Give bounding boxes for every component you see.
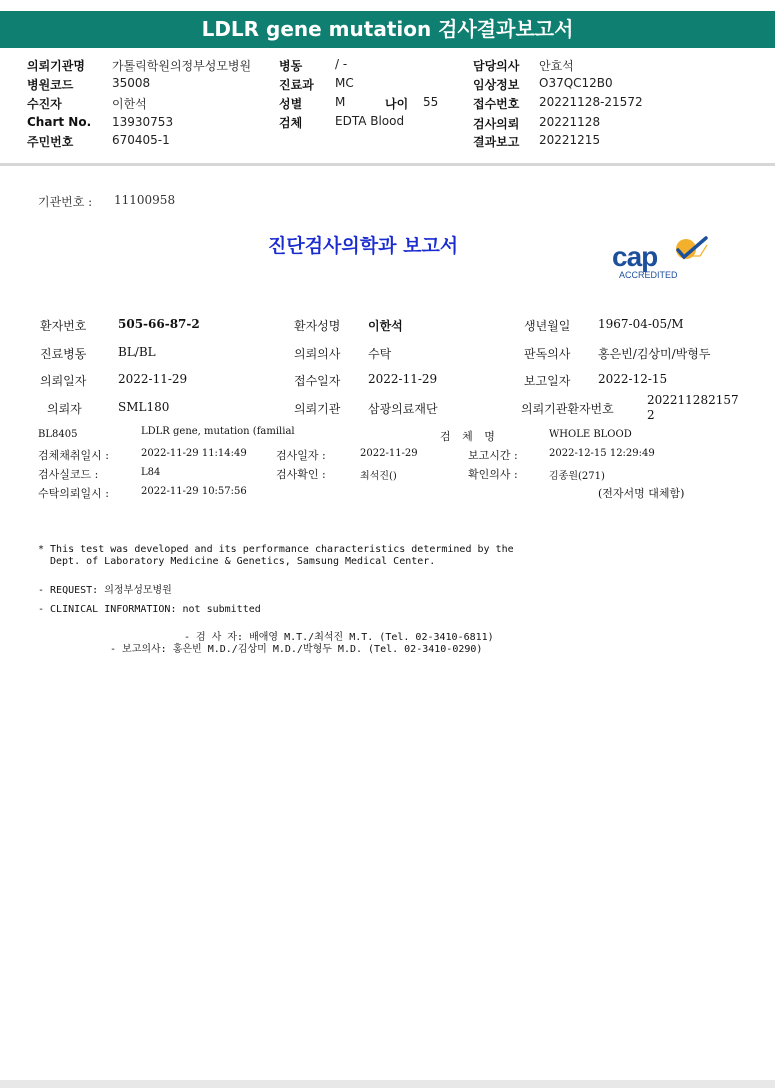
header-label-age: 나이 bbox=[385, 97, 409, 111]
patient-label-reading-doctor: 판독의사 bbox=[524, 347, 571, 361]
patient-label-receipt-date: 접수일자 bbox=[294, 374, 341, 388]
collection-datetime-label: 검체채취일시 : bbox=[38, 449, 109, 462]
patient-label-name: 환자성명 bbox=[294, 319, 341, 333]
header-label-result-date: 결과보고 bbox=[473, 135, 520, 149]
note-star-line-1: * This test was developed and its performance characteristics determined by the bbox=[38, 544, 514, 555]
patient-value-institution-patient-no: 202211282157 bbox=[647, 393, 739, 407]
header-value-department: MC bbox=[335, 76, 354, 90]
bottom-bar bbox=[0, 1080, 775, 1088]
test-confirm-label: 검사확인 : bbox=[276, 468, 326, 481]
confirm-doctor-label: 확인의사 : bbox=[468, 468, 518, 481]
patient-label-requesting-institution: 의뢰기관 bbox=[294, 402, 341, 416]
patient-label-requesting-doctor: 의뢰의사 bbox=[294, 347, 341, 361]
patient-value-name: 이한석 bbox=[368, 319, 403, 333]
patient-value-number: 505-66-87-2 bbox=[118, 317, 200, 331]
confirm-doctor-value: 김종원(271) bbox=[549, 471, 605, 482]
header-value-patient: 이한석 bbox=[112, 97, 147, 111]
header-value-result-date: 20221215 bbox=[539, 133, 601, 147]
patient-label-requester: 의뢰자 bbox=[47, 402, 82, 416]
consign-datetime-label: 수탁의뢰일시 : bbox=[38, 487, 109, 500]
cap-accredited-text: ACCREDITED bbox=[619, 270, 678, 280]
patient-value-requesting-doctor: 수탁 bbox=[368, 347, 392, 361]
header-label-chart-no: Chart No. bbox=[27, 115, 92, 129]
cap-logo-text: cap bbox=[612, 241, 658, 272]
test-name: LDLR gene, mutation (familial bbox=[141, 426, 295, 437]
header-value-doctor: 안효석 bbox=[539, 59, 574, 73]
cap-accredited-logo bbox=[608, 236, 718, 284]
header-value-sex: M bbox=[335, 95, 346, 109]
header-value-hospital-code: 35008 bbox=[112, 76, 151, 90]
test-code: BL8405 bbox=[38, 429, 78, 440]
specimen-value: WHOLE BLOOD bbox=[549, 429, 632, 440]
patient-label-institution-patient-no: 의뢰기관환자번호 bbox=[521, 402, 614, 416]
header-value-receipt-no: 20221128-21572 bbox=[539, 95, 643, 109]
header-label-resident-no: 주민번호 bbox=[27, 135, 74, 149]
header-label-receipt-no: 접수번호 bbox=[473, 97, 520, 111]
header-label-ward: 병동 bbox=[279, 59, 303, 73]
institution-number-label: 기관번호 : bbox=[38, 195, 93, 209]
consign-datetime-value: 2022-11-29 10:57:56 bbox=[141, 486, 247, 497]
report-banner-title: LDLR gene mutation 검사결과보고서 bbox=[201, 17, 574, 41]
header-label-request-date: 검사의뢰 bbox=[473, 117, 520, 131]
note-tester: - 검 사 자: 배애영 M.T./최석진 M.T. (Tel. 02-3410-6811) bbox=[184, 632, 494, 643]
note-reporter: - 보고의사: 홍은빈 M.D./김상미 M.D./박형두 M.D. (Tel. 02-3410-0290) bbox=[110, 644, 483, 655]
test-confirm-value: 최석진() bbox=[360, 471, 397, 482]
patient-value-requesting-institution: 삼광의료재단 bbox=[368, 402, 438, 416]
report-time-value: 2022-12-15 12:29:49 bbox=[549, 448, 655, 459]
patient-value-request-date: 2022-11-29 bbox=[118, 372, 188, 386]
note-star-line-2: Dept. of Laboratory Medicine & Genetics, Samsung Medical Center. bbox=[50, 556, 436, 567]
patient-value-receipt-date: 2022-11-29 bbox=[368, 372, 438, 386]
patient-label-number: 환자번호 bbox=[40, 319, 87, 333]
signature-note: (전자서명 대체함) bbox=[598, 487, 685, 500]
header-label-hospital-code: 병원코드 bbox=[27, 78, 74, 92]
header-label-department: 진료과 bbox=[279, 78, 314, 92]
note-clinical-info: - CLINICAL INFORMATION: not submitted bbox=[38, 604, 261, 615]
note-request: - REQUEST: 의정부성모병원 bbox=[38, 585, 172, 596]
header-value-age: 55 bbox=[423, 95, 439, 109]
header-value-chart-no: 13930753 bbox=[112, 115, 174, 129]
patient-value-ward: BL/BL bbox=[118, 345, 156, 359]
header-label-patient: 수진자 bbox=[27, 97, 62, 111]
lab-code-value: L84 bbox=[141, 467, 161, 478]
patient-value-requester: SML180 bbox=[118, 400, 170, 414]
lab-code-label: 검사실코드 : bbox=[38, 468, 99, 481]
report-title: 진단검사의학과 보고서 bbox=[268, 235, 459, 257]
header-label-specimen: 검체 bbox=[279, 116, 303, 130]
header-value-resident-no: 670405-1 bbox=[112, 133, 170, 147]
patient-value-report-date: 2022-12-15 bbox=[598, 372, 668, 386]
specimen-label: 검 체 명 bbox=[440, 430, 499, 443]
test-date-label: 검사일자 : bbox=[276, 449, 326, 462]
patient-label-birth: 생년월일 bbox=[524, 319, 571, 333]
header-value-ward: / - bbox=[335, 57, 348, 71]
header-label-institution: 의뢰기관명 bbox=[27, 59, 85, 73]
patient-value-reading-doctor: 홍은빈/김상미/박형두 bbox=[598, 347, 711, 361]
collection-datetime-value: 2022-11-29 11:14:49 bbox=[141, 448, 247, 459]
patient-label-report-date: 보고일자 bbox=[524, 374, 571, 388]
header-value-clinical-info: O37QC12B0 bbox=[539, 76, 613, 90]
test-date-value: 2022-11-29 bbox=[360, 448, 418, 459]
header-value-request-date: 20221128 bbox=[539, 115, 601, 129]
patient-value-birth: 1967-04-05/M bbox=[598, 317, 684, 331]
header-value-institution: 가톨릭학원의정부성모병원 bbox=[112, 59, 252, 73]
header-label-clinical-info: 임상정보 bbox=[473, 78, 520, 92]
patient-value-institution-patient-no-cont: 2 bbox=[647, 408, 655, 422]
header-value-specimen: EDTA Blood bbox=[335, 114, 405, 128]
patient-label-request-date: 의뢰일자 bbox=[40, 374, 87, 388]
header-label-sex: 성별 bbox=[279, 97, 303, 111]
institution-number-value: 11100958 bbox=[114, 193, 176, 207]
report-time-label: 보고시간 : bbox=[468, 449, 518, 462]
header-separator bbox=[0, 163, 775, 166]
patient-label-ward: 진료병동 bbox=[40, 347, 87, 361]
header-label-doctor: 담당의사 bbox=[473, 59, 520, 73]
